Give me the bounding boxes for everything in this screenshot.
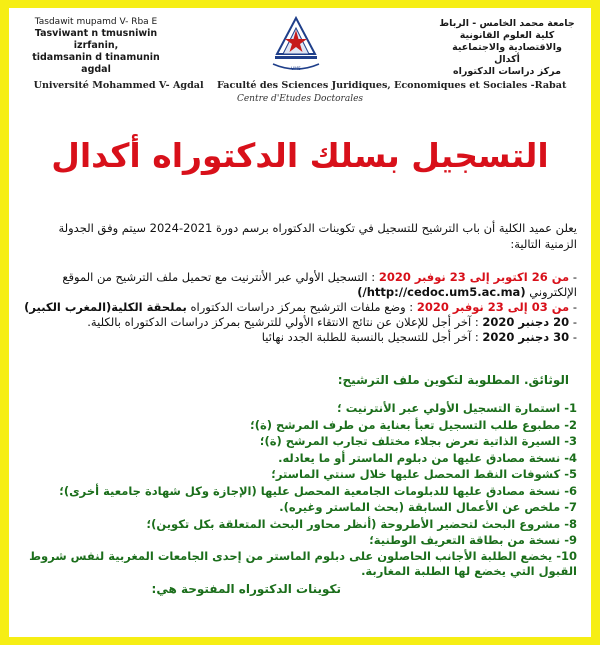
schedule-text: : وضع ملفات الترشيح بمركز دراسات الدكتوراه	[186, 300, 417, 314]
document-item: 9- نسخة من بطاقة التعريف الوطنية؛	[369, 533, 577, 547]
arabic-line-2: كلية العلوم القانونية والاقتصادية والاجتماعية	[452, 30, 562, 53]
document-page	[9, 8, 591, 637]
document-item: 4- نسخة مصادق عليها من دبلوم الماستر أو ما يعادله.	[278, 450, 577, 465]
schedule-text: : آخر أجل للإعلان عن نتائج الانتقاء الأولي للترشيح بمركز دراسات الدكتوراه بالكلية.	[87, 315, 483, 329]
letterhead-amazigh	[21, 16, 171, 76]
document-item: 6- نسخة مصادق عليها للدبلومات الجامعية المحصل عليها (الإجازة وكل شهادة جامعية أخرى)؛	[59, 483, 577, 498]
schedule-location: بملحقة الكلية(المغرب الكبير)	[24, 300, 187, 314]
open-programs-heading: تكوينات الدكتوراه المفتوحة هي:	[151, 582, 341, 596]
schedule-text: : آخر أجل للتسجيل بالنسبة للطلبة الجدد نهائيا	[261, 330, 483, 344]
university-logo-icon	[267, 14, 325, 76]
university-name: Université Mohammed V- Agdal	[33, 80, 204, 91]
arabic-line-3: أكدال	[494, 54, 520, 65]
schedule-item-3: - 20 دجنبر 2020 : آخر أجل للإعلان عن نتائج الانتقاء الأولي للترشيح بمركز دراسات الدكتوراه بالكلية.	[87, 315, 577, 329]
letterhead	[9, 8, 591, 120]
schedule-date: من 26 اكتوبر إلى 23 نوفبر 2020	[378, 270, 570, 284]
page-title: التسجيل بسلك الدكتوراه أكدال	[51, 136, 549, 175]
arabic-line-4: مركز دراسات الدكتوراه	[453, 66, 561, 77]
amazigh-line-4: agdal	[81, 64, 111, 75]
website-link[interactable]: (http://cedoc.um5.ac.ma/)	[357, 285, 526, 299]
schedule-item-4: - 30 دجنبر 2020 : آخر أجل للتسجيل بالنسبة للطلبة الجدد نهائيا	[261, 330, 577, 344]
document-item: 8- مشروع البحث لتحضير الأطروحة (أنظر محاور البحث المتعلقة بكل تكوين)؛	[146, 516, 577, 531]
centre-name: Centre d'Etudes Doctorales	[236, 94, 364, 104]
document-item: 7- ملخص عن الأعمال السابقة (بحث الماستر وغيره).	[279, 500, 577, 514]
document-item: 3- السيرة الذاتية تعرض بجلاء مختلف تجارب المرشح (ة)؛	[259, 434, 577, 448]
document-item: 10- يخضع الطلبة الأجانب الحاصلون على دبلوم الماستر من إحدى الجامعات المغربية لنفس شروط القبول التي يخضع لها الطلبة المغاربة.	[29, 548, 577, 578]
university-name-line	[9, 80, 591, 91]
intro-paragraph: يعلن عميد الكلية أن باب الترشيح للتسجيل في تكوينات الدكتوراه برسم دورة 2021-2024 سيتم وفق الجدولة الزمنية التالية:	[58, 221, 577, 251]
schedule-date: من 03 إلى 23 نوفبر 2020	[416, 300, 570, 314]
schedule-item-2: - من 03 إلى 23 نوفبر 2020 : وضع ملفات الترشيح بمركز دراسات الدكتوراه بملحقة الكلية(المغرب الكبير)	[24, 300, 577, 314]
schedule-text: : التسجيل الأولي عبر الأنترنيت مع تحميل ملف الترشيح من الموقع الإلكتروني	[62, 270, 577, 299]
documents-heading: الوثائق. المطلوبة لتكوين ملف الترشيح:	[337, 373, 569, 387]
svg-text:UM5: UM5	[290, 67, 302, 72]
amazigh-line-3: tidamsanin d tinamunin	[32, 52, 160, 63]
arabic-line-1: جامعة محمد الخامس - الرباط	[439, 18, 575, 29]
faculty-name: Faculté des Sciences Juridiques, Economiques et Sociales -Rabat	[217, 80, 567, 91]
schedule-date: 30 دجنبر 2020	[482, 330, 570, 344]
schedule-list	[24, 270, 577, 345]
document-item: 5- كشوفات النقط المحصل عليها خلال سنتي الماستر؛	[271, 467, 577, 481]
amazigh-line-2: Tasviwant n tmusniwin izrfanin,	[34, 28, 158, 51]
schedule-date: 20 دجنبر 2020	[482, 315, 570, 329]
letterhead-arabic	[437, 18, 577, 78]
schedule-item-1: - من 26 اكتوبر إلى 23 نوفبر 2020 : التسجيل الأولي عبر الأنترنيت مع تحميل ملف الترشيح من الموقع الإلكتروني (http://cedoc.um5.ac.ma/)	[62, 270, 577, 299]
document-item: 2- مطبوع طلب التسجيل تعبأ بعناية من طرف المرشح (ة)؛	[250, 417, 577, 432]
document-item: 1- استمارة التسجيل الأولي عبر الأنترنيت ؛	[337, 401, 577, 415]
amazigh-line-1: Tasdawit mupamd V- Rba E	[34, 17, 158, 27]
documents-list	[22, 400, 577, 579]
